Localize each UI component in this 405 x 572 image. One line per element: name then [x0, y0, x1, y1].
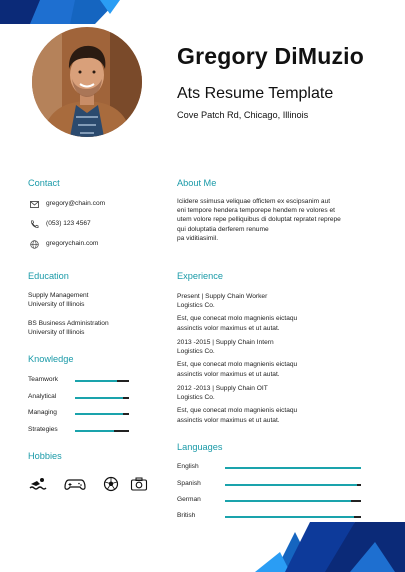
- experience-company: Logistics Co.: [177, 302, 215, 310]
- about-line: Iciidere ssimusa veliquae offictem ex escipsanim aut: [177, 198, 331, 205]
- knowledge-bar-fill: [75, 397, 123, 399]
- top-left-decoration: [0, 0, 130, 24]
- knowledge-bar-track: [123, 397, 129, 399]
- language-label: Spanish: [177, 480, 201, 487]
- soccer-ball-icon: [102, 476, 120, 492]
- language-bar-track: [357, 484, 361, 486]
- education-degree: BS Business Administration: [28, 320, 109, 327]
- education-school: University of Illinois: [28, 329, 85, 336]
- contact-website: [28, 238, 98, 250]
- education-heading: Education: [28, 271, 69, 281]
- resume-name: Gregory DiMuzio: [177, 43, 365, 69]
- about-line: qui doluptatia derferem renume: [177, 225, 269, 233]
- gamepad-icon: [64, 476, 86, 492]
- resume-subtitle: Ats Resume Template: [177, 85, 334, 102]
- email-text: gregory@chain.com: [46, 199, 106, 207]
- about-line: eni tempore hendera temporepe hendem re volores et: [177, 207, 335, 215]
- language-label: British: [177, 512, 196, 519]
- language-bar-fill: [225, 500, 351, 502]
- knowledge-bar-track: [123, 413, 129, 415]
- knowledge-bar-track: [117, 380, 129, 382]
- phone-icon: [28, 218, 40, 230]
- knowledge-label: Strategies: [28, 426, 58, 433]
- about-text: [177, 197, 341, 243]
- knowledge-heading: Knowledge: [28, 354, 74, 364]
- contact-heading: Contact: [28, 178, 60, 188]
- education-school: University of Illinois: [28, 301, 85, 308]
- mail-icon: [28, 198, 40, 210]
- bottom-right-decoration: [255, 522, 405, 572]
- experience-item: [177, 292, 297, 333]
- experience-desc: Est, que conecat molo magnienis eictaqu: [177, 361, 298, 369]
- experience-role: Present | Supply Chain Worker: [177, 293, 268, 300]
- experience-desc: Est, que conecat molo magnienis eictaqu: [177, 315, 298, 323]
- language-bar-track: [354, 516, 361, 518]
- knowledge-bar-fill: [75, 430, 114, 432]
- hobbies-heading: Hobbies: [28, 451, 62, 461]
- knowledge-bar-fill: [75, 413, 123, 415]
- experience-company: Logistics Co.: [177, 394, 215, 402]
- contact-email: [28, 198, 105, 210]
- contact-phone: [28, 218, 91, 230]
- about-line: pa viditiasimil.: [177, 234, 219, 242]
- languages-heading: Languages: [177, 442, 223, 452]
- knowledge-bar-fill: [75, 380, 117, 382]
- about-line: utem volore repe pelliquibus di doluptat repratet reprepe: [177, 216, 341, 224]
- knowledge-label: Analytical: [28, 393, 57, 400]
- education-degree: Supply Management: [28, 292, 89, 299]
- experience-item: [177, 338, 297, 379]
- language-bar-fill: [225, 484, 357, 486]
- experience-desc: Est, que conecat molo magnienis eictaqu: [177, 407, 298, 415]
- phone-text: (053) 123 4567: [46, 219, 91, 227]
- language-bar-fill: [225, 516, 354, 518]
- language-label: German: [177, 496, 201, 503]
- knowledge-bar-track: [114, 430, 129, 432]
- globe-icon: [28, 238, 40, 250]
- resume-address: Cove Patch Rd, Chicago, Illinois: [177, 110, 309, 120]
- experience-company: Logistics Co.: [177, 348, 215, 356]
- experience-heading: Experience: [177, 271, 223, 281]
- swimming-icon: [29, 476, 47, 492]
- experience-desc: assinctis volor maximus et ut autat.: [177, 370, 280, 378]
- website-text: gregorychain.com: [46, 239, 99, 247]
- camera-icon: [130, 476, 148, 492]
- profile-photo: [32, 27, 142, 137]
- language-bar-fill: [225, 467, 361, 469]
- language-bar-track: [351, 500, 361, 502]
- knowledge-label: Managing: [28, 409, 57, 416]
- experience-desc: assinctis volor maximus et ut autat.: [177, 324, 280, 332]
- about-heading: About Me: [177, 178, 217, 188]
- experience-item: [177, 384, 297, 425]
- experience-role: 2013 -2015 | Supply Chain Intern: [177, 339, 274, 346]
- knowledge-label: Teamwork: [28, 376, 59, 383]
- language-label: English: [177, 463, 199, 470]
- experience-role: 2012 -2013 | Supply Chain OIT: [177, 385, 268, 392]
- experience-desc: assinctis volor maximus et ut autat.: [177, 416, 280, 424]
